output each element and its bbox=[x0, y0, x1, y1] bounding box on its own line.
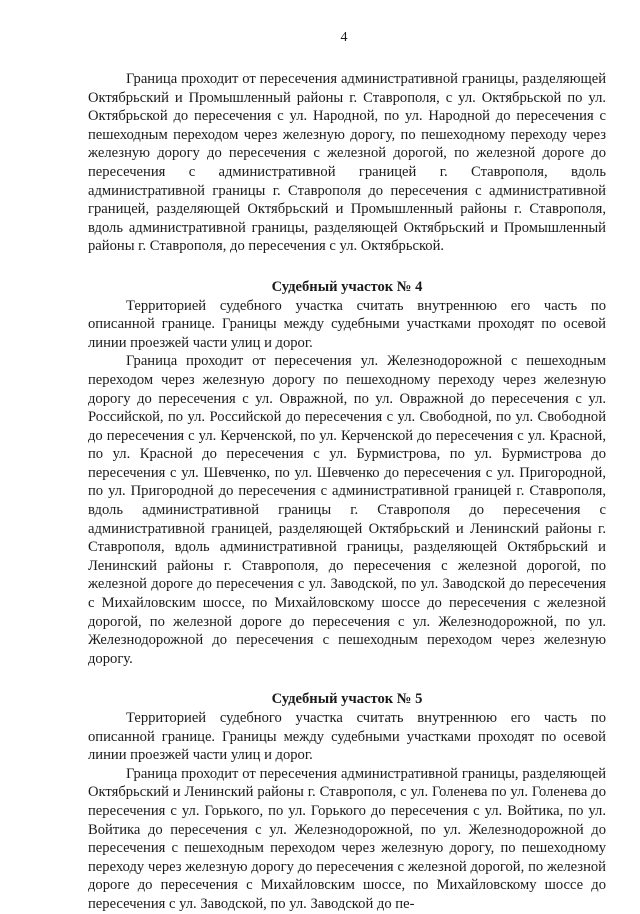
page-number: 4 bbox=[340, 30, 348, 45]
section-5-heading: Судебный участок № 5 bbox=[271, 691, 423, 708]
document-body bbox=[88, 70, 606, 914]
section-4-boundary-paragraph: Граница проходит от пересечения ул. Железнодорожной с пешеходным переходом через железную дорогу по пешеходному переходу через железную дорогу до пересечения с ул. Овражной, по ул. Овражной до пересечения с ул. Российской, по ул. Российской до пересечения с ул. Свободной, по ул. Свободной до пересечения с ул. Керченской, по ул. Керченской до пересечения с ул. Красной, по ул. Красной до пересечения с ул. Бурмистрова, по ул. Бурмистрова до пересечения с ул. Шевченко, по ул. Шевченко до пересечения с ул. Пригородной, по ул. Пригородной до пересечения с административной границей г. Ставрополя, вдоль административной границы г. Ставрополя до пересечения с административной границей, разделяющей Октябрьский и Ленинский районы г. Ставрополя, вдоль административной границы, разделяющей Октябрьский и Ленинский районы г. Ставрополя, до пересечения с железной дорогой, по железной дороге до пересечения с ул. Заводской, по ул. Заводской до пересечения с Михайловским шоссе, по Михайловскому шоссе до пересечения с железной дорогой, по железной дороге до пересечения с ул. Железнодорожной, по ул. Железнодорожной до пересечения с пешеходным переходом через железную дорогу. bbox=[88, 353, 606, 667]
intro-paragraph: Граница проходит от пересечения административной границы, разделяющей Октябрьский и Промышленный районы г. Ставрополя, с ул. Октябрьской по ул. Октябрьской до пересечения с ул. Народной, по ул. Народной до пересечения с пешеходным переходом через железную дорогу, по пешеходному переходу через железную дорогу до пересечения с железной дорогой, по железной дороге до пересечения с административной границей г. Ставрополя, вдоль административной границы г. Ставрополя до пересечения с административной границей, разделяющей Октябрьский и Промышленный районы г. Ставрополя, вдоль административной границы, разделяющей Октябрьский и Промышленный районы г. Ставрополя, до пересечения с ул. Октябрьской. bbox=[88, 71, 606, 255]
section-5-territory-paragraph: Территорией судебного участка считать внутреннюю его часть по описанной границе. Границы между судебными участками проходят по осевой линии проезжей части улиц и дорог. bbox=[88, 710, 606, 764]
section-5-boundary-paragraph: Граница проходит от пересечения административной границы, разделяющей Октябрьский и Ленинский районы г. Ставрополя, с ул. Голенева по ул. Голенева до пересечения с ул. Горького, по ул. Горького до пересечения с ул. Войтика, по ул. Войтика до пересечения с ул. Железнодорожной, по ул. Железнодорожной до пересечения с пешеходным переходом через железную дорогу, по пешеходному переходу через железную дорогу до пересечения с железной дорогой, по железной дороге до пересечения с Михайловским шоссе, по Михайловскому шоссе до пересечения с ул. Заводской, по ул. Заводской до пе- bbox=[88, 765, 606, 912]
section-4-territory-paragraph: Территорией судебного участка считать внутреннюю его часть по описанной границе. Границы между судебными участками проходят по осевой линии проезжей части улиц и дорог. bbox=[88, 297, 606, 351]
section-4-heading: Судебный участок № 4 bbox=[271, 278, 423, 295]
scan-speck bbox=[530, 630, 532, 631]
